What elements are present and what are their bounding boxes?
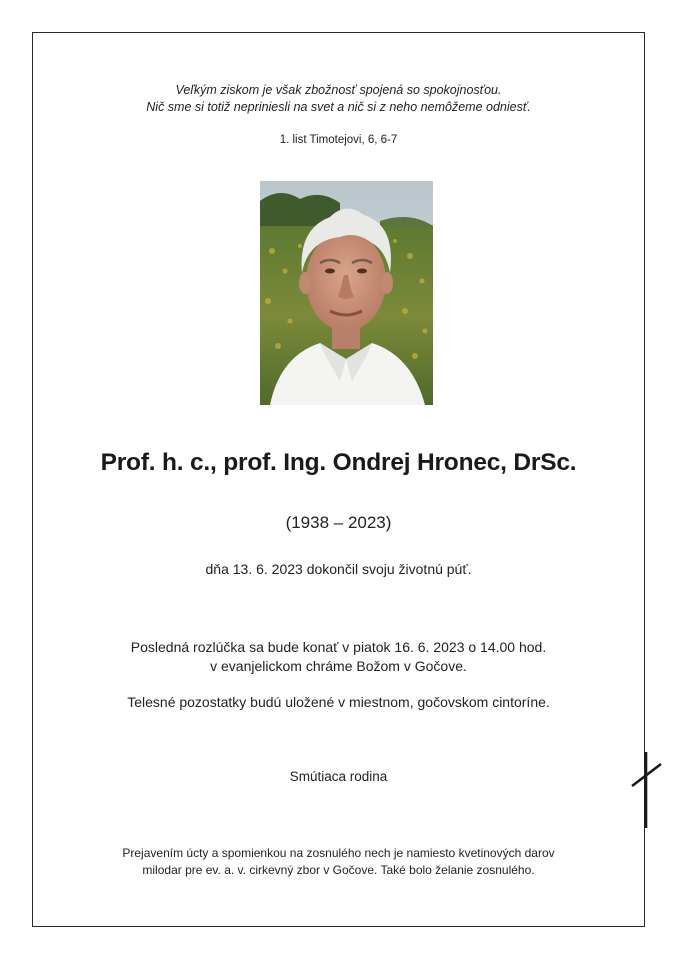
note-line-2: milodar pre ev. a. v. cirkevný zbor v Gočove. Také bolo želanie zosnulého. [142, 863, 535, 877]
quote-line-1: Veľkým ziskom je však zbožnosť spojená so spokojnosťou. [175, 83, 502, 97]
obituary-card [32, 32, 645, 927]
funeral-line-1: Posledná rozlúčka sa bude konať v piatok 16. 6. 2023 o 14.00 hod. [130, 639, 547, 655]
funeral-line-2: v evanjelickom chráme Božom v Gočove. [210, 658, 467, 674]
life-years: (1938 – 2023) [285, 513, 392, 532]
burial-info: Telesné pozostatky budú uložené v miestnom, gočovskom cintoríne. [127, 694, 550, 710]
portrait-photo [260, 181, 433, 405]
donation-note [33, 845, 644, 879]
quote-line-2: Nič sme si totiž nepriniesli na svet a nič si z neho nemôžeme odniesť. [146, 100, 531, 114]
cross-icon [628, 752, 664, 828]
bible-quote [33, 82, 644, 116]
funeral-info [33, 638, 644, 676]
quote-source: 1. list Timotejovi, 6, 6-7 [279, 134, 398, 146]
mourning-family: Smútiaca rodina [289, 769, 388, 784]
note-line-1: Prejavením úcty a spomienkou na zosnulého nech je namiesto kvetinových darov [122, 846, 555, 860]
date-of-passing: dňa 13. 6. 2023 dokončil svoju životnú púť. [205, 561, 472, 577]
deceased-name: Prof. h. c., prof. Ing. Ondrej Hronec, DrSc. [100, 449, 577, 476]
